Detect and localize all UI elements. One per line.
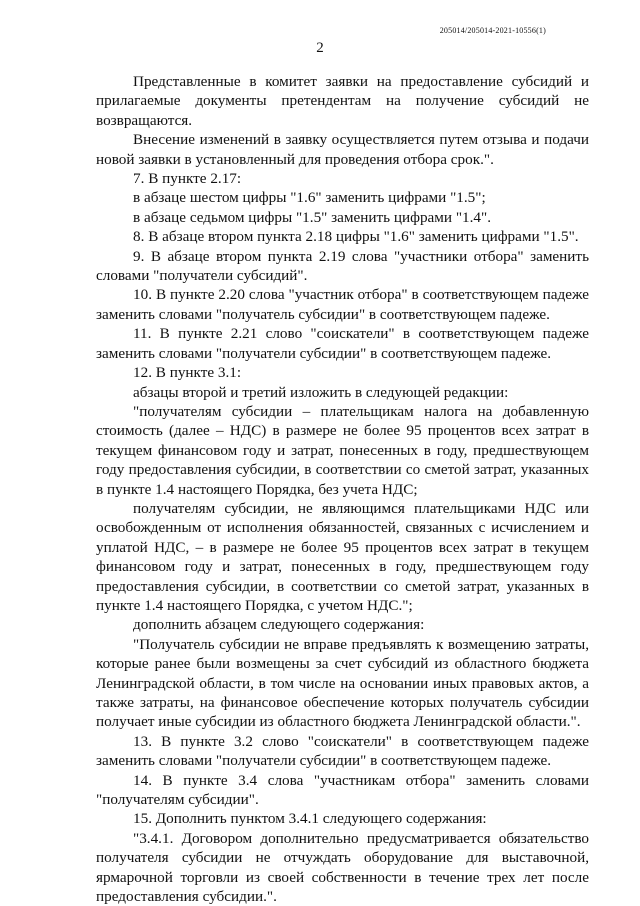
paragraph: 13. В пункте 3.2 слово "соискатели" в соответствующем падеже заменить словами "получатели субсидии" в соответствующем падеже. xyxy=(96,732,589,770)
paragraph: "3.4.1. Договором дополнительно предусматривается обязательство получателя субсидии не отчуждать оборудование для выставочной, ярмарочной торговли из своей собственности в течение трех лет после предоставления субсидии.". xyxy=(96,829,589,906)
document-body xyxy=(96,72,589,906)
paragraph: 15. Дополнить пунктом 3.4.1 следующего содержания: xyxy=(133,810,487,828)
paragraph: 10. В пункте 2.20 слова "участник отбора" в соответствующем падеже заменить словами "получатель субсидии" в соответствующем падеже. xyxy=(96,286,589,323)
paragraph: 8. В абзаце втором пункта 2.18 цифры "1.6" заменить цифрами "1.5". xyxy=(133,228,579,246)
paragraph: 12. В пункте 3.1: xyxy=(133,364,242,382)
paragraph: Представленные в комитет заявки на предоставление субсидий и прилагаемые документы претендентам на получение субсидий не возвращаются. xyxy=(96,73,589,129)
paragraph: "Получатель субсидии не вправе предъявлять к возмещению затраты, которые ранее были возмещены за счет субсидий из областного бюджета Ленинградской области, в том числе на основании иных правовых актов, а также затраты, на финансовое обеспечение которых получатель субсидии получает иные субсидии из областного бюджета Ленинградской области.". xyxy=(96,635,589,731)
paragraph: Внесение изменений в заявку осуществляется путем отзыва и подачи новой заявки в установленный для проведения отбора срок.". xyxy=(96,131,589,168)
paragraph: 11. В пункте 2.21 слово "соискатели" в соответствующем падеже заменить словами "получатели субсидии" в соответствующем падеже. xyxy=(96,325,589,362)
document-id: 205014/205014-2021-10556(1) xyxy=(439,26,546,35)
paragraph: абзацы второй и третий изложить в следующей редакции: xyxy=(133,383,509,401)
paragraph: в абзаце седьмом цифры "1.5" заменить цифрами "1.4". xyxy=(133,208,492,226)
page-number: 2 xyxy=(316,40,324,56)
paragraph: получателям субсидии, не являющимся плательщиками НДС или освобожденным от исполнения обязанностей, связанных с исчислением и уплатой НДС, – в размере не более 95 процентов всех затрат в текущем финансовом году и затрат, понесенных в году, предшествующем году предоставления субсидии, в соответствии со сметой затрат, указанных в пункте 1.4 настоящего Порядка, с учетом НДС."; xyxy=(96,499,589,614)
paragraph: в абзаце шестом цифры "1.6" заменить цифрами "1.5"; xyxy=(133,189,486,207)
paragraph: 14. В пункте 3.4 слова "участникам отбора" заменить словами "получателям субсидии". xyxy=(96,771,589,809)
paragraph: 9. В абзаце втором пункта 2.19 слова "участники отбора" заменить словами "получатели субсидий". xyxy=(96,247,589,285)
paragraph: 7. В пункте 2.17: xyxy=(133,170,242,188)
paragraph: "получателям субсидии – плательщикам налога на добавленную стоимость (далее – НДС) в размере не более 95 процентов всех затрат в текущем финансовом году и затрат, понесенных в году, предшествующем году предоставления субсидии, в соответствии со сметой затрат, указанных в пункте 1.4 настоящего Порядка, без учета НДС; xyxy=(96,402,589,498)
paragraph: дополнить абзацем следующего содержания: xyxy=(133,616,425,634)
